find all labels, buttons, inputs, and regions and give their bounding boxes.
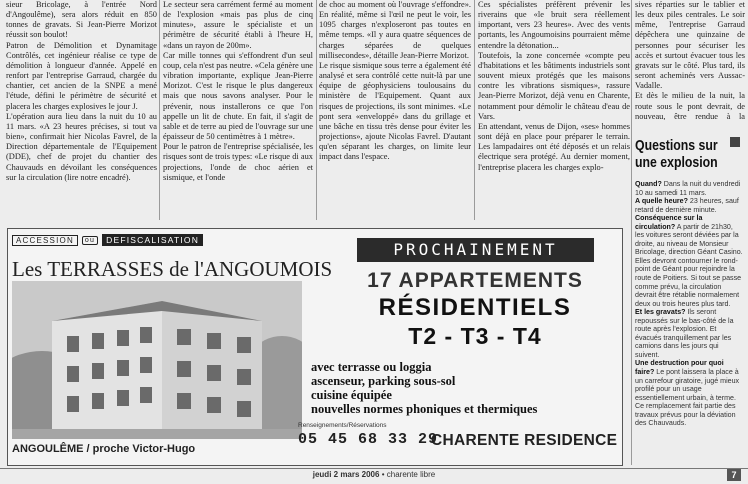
advert-brand: CHARENTE RESIDENCE xyxy=(431,432,618,449)
real-estate-advert xyxy=(7,228,623,466)
advert-headline-type: RÉSIDENTIELS xyxy=(378,294,572,321)
question: Quand? xyxy=(635,180,662,188)
answer: 23 heures, sauf retard de dernière minute. xyxy=(635,197,739,214)
answer: Dans la nuit du vendredi 10 au samedi 11 mars. xyxy=(635,180,741,197)
qa-item xyxy=(635,214,743,308)
qa-item xyxy=(635,308,743,359)
column-text: sives réparties sur le tablier et les deux piles centrales. Le soir même, l'entreprise Garraud dépêchera une quinzaine de personnes pour sécuriser les accès et surtout évacuer tous les gravats sur le côté. Plus tard, ils seront acheminés vers Aussac-Vadalle. Et dès le milieu de la nuit, la route sous le pont devrait, de nouveau, être rendue à la xyxy=(635,0,745,120)
article-column-5 xyxy=(635,0,745,120)
feature-item: avec terrasse ou loggia xyxy=(311,360,432,374)
footer-separator: • xyxy=(381,470,385,479)
page-number: 7 xyxy=(727,469,741,481)
qa-item xyxy=(635,359,743,427)
feature-item: ascenseur, parking sous-sol xyxy=(311,374,456,388)
article-column-4 xyxy=(478,0,630,218)
column-divider xyxy=(159,0,160,220)
article-column-2 xyxy=(163,0,313,218)
title-square-icon xyxy=(730,137,740,147)
footer-rule xyxy=(0,468,748,469)
reservation-label: Renseignements/Réservations xyxy=(298,422,387,429)
qa-item xyxy=(635,197,743,214)
sidebox-body xyxy=(635,180,743,465)
question: Conséquence sur la circulation? xyxy=(635,214,703,231)
feature-item: cuisine équipée xyxy=(311,388,392,402)
footer-paper: charente libre xyxy=(386,470,436,479)
column-divider xyxy=(474,0,475,220)
tag-ou: ou xyxy=(82,236,98,245)
sidebox-title: Questions sur une explosion xyxy=(635,137,718,171)
article-column-1 xyxy=(6,0,157,218)
question: Et les gravats? xyxy=(635,308,686,317)
question: A quelle heure? xyxy=(635,197,688,206)
advert-features xyxy=(311,360,551,416)
questions-sidebox xyxy=(629,133,745,465)
answer: Le pont laissera la place à un carrefour giratoire, jugé mieux profilé pour un usage essentiellement urbain, à terme. Ce remplacement fait partie des travaux prévus pour la déviation des Chauvauds. xyxy=(635,368,740,428)
column-text: Ces spécialistes préfèrent prévenir les riverains que «le bruit sera réellement important, vers 23 heures». Avec des vents portants, les Angoumoisins pourraient même entendre la détonation... Toutefois, la zone concernée «compte peu d'habitations et les bâtiments industriels sont souvent mieux protégés que les maisons contre les vibrations sismiques», rassure Jean-Pierre Morizot, déjà venu en Charente, notamment pour démolir le château d'eau de Vars. En attendant, venus de Dijon, «ses» hommes sont déjà en place pour préparer le terrain. Les lampadaires ont été déposés et un relais électrique sera protégé. Au dernier moment, l'entreprise placera les charges explo- xyxy=(478,0,630,172)
column-text: de choc au moment où l'ouvrage s'effondre». En réalité, même si l'œil ne peut le voir, les 1095 charges n'exploseront pas toutes en même temps. «Il y aura quatre séquences de charges séparées de quelques millisecondes», détaille Jean-Pierre Morizot. Le risque sismique sous terre a également été analysé et sera contrôlé cette nuit-là par une équipe de géophysiciens toulousains du ministère de l'Equipement. Quant aux risques de projections, ils sont minimes. «Le pont sera «enveloppé» dans du grillage et une bâche en tissu très dense pour éviter les projections», ajoute Nicolas Favrel. D'autant qu'en séparant les charges, on limite leur impact dans l'espace. xyxy=(319,0,471,162)
answer: Ils seront repoussés sur le bas-côté de la route après l'explosion. Et évacués tranquillement par les camions dans les jours qui suivent. xyxy=(635,308,734,359)
advert-location: ANGOULÊME / proche Victor-Hugo xyxy=(12,443,196,455)
advert-tagline xyxy=(12,233,203,247)
advert-headline-sizes: T2 - T3 - T4 xyxy=(408,323,542,349)
page-footer xyxy=(0,470,748,479)
qa-item xyxy=(635,180,743,197)
phone-number: 05 45 68 33 29 xyxy=(298,431,439,448)
column-text: sieur Bricolage, à l'entrée Nord d'Angoulême), sera alors réduit en 850 tonnes de gravats. Si Jean-Pierre Morizot réussit son boulot! Patron de Démolition et Dynamitage Contrôlés, cet ingénieur réalise ce type de démolition à longueur d'année. Appelé en renfort par l'entreprise Garraud, chargée du chantier, cet ancien de la SNPE a mené l'étude, défini le périmètre de sécurité et placera les charges explosives le jour J. L'opération aura lieu dans la nuit du 10 au 11 mars. «A 23 heures précises, si tout va bien», confirmait hier Nicolas Favrel, de la Direction départementale de l'Equipement (DDE), chef de projet du chantier des Chauvauds en dévoilant les conséquences sur la circulation (lire notre encadré). xyxy=(6,0,157,182)
advert-headline-count: 17 APPARTEMENTS xyxy=(367,269,583,292)
column-divider xyxy=(316,0,317,220)
answer: A partir de 21h30, les voitures seront déviées par la droite, au niveau de Monsieur Bricolage, direction Géant Casino. Elles devront contourner le rond-point de Géant pour rejoindre la route de Poitiers. Si tout se passe comme prévu, la circulation devrait être rétablie normalement deux ou trois heures plus tard. xyxy=(635,222,743,308)
residence-name: Les TERRASSES de l'ANGOUMOIS xyxy=(12,257,333,281)
tag-defiscalisation: DEFISCALISATION xyxy=(102,234,203,246)
feature-item: nouvelles normes phoniques et thermiques xyxy=(311,402,538,416)
question: Une destruction pour quoi faire? xyxy=(635,359,724,377)
article-column-3 xyxy=(319,0,471,218)
column-text: Le secteur sera carrément fermé au moment de l'explosion «mais pas plus de cinq minutes», assure le spécialiste et un périmètre de sécurité établi à l'heure H, «dans un rayon de 200m». Car mille tonnes qui s'effondrent d'un seul coup, cela n'est pas neutre. «Cela génère une vibration importante, explique Jean-Pierre Morizot. C'est le risque le plus dangereux mais que nous savons analyser. Pour le prévenir, nous installerons ce que l'on appelle un lit de chute. En fait, il s'agit de sable et de terre au pied de l'ouvrage sur une épaisseur de 50 centimètres à 1 mètre». Pour le patron de l'entreprise spécialisée, les risques sont de trois types: «Le risque di aux projections, l'onde de choc aérien et sismique, et l'onde xyxy=(163,0,313,182)
building-photo xyxy=(12,281,302,439)
footer-date: jeudi 2 mars 2006 xyxy=(312,470,380,479)
tag-accession: ACCESSION xyxy=(12,235,78,246)
advert-banner: PROCHAINEMENT xyxy=(357,238,594,262)
